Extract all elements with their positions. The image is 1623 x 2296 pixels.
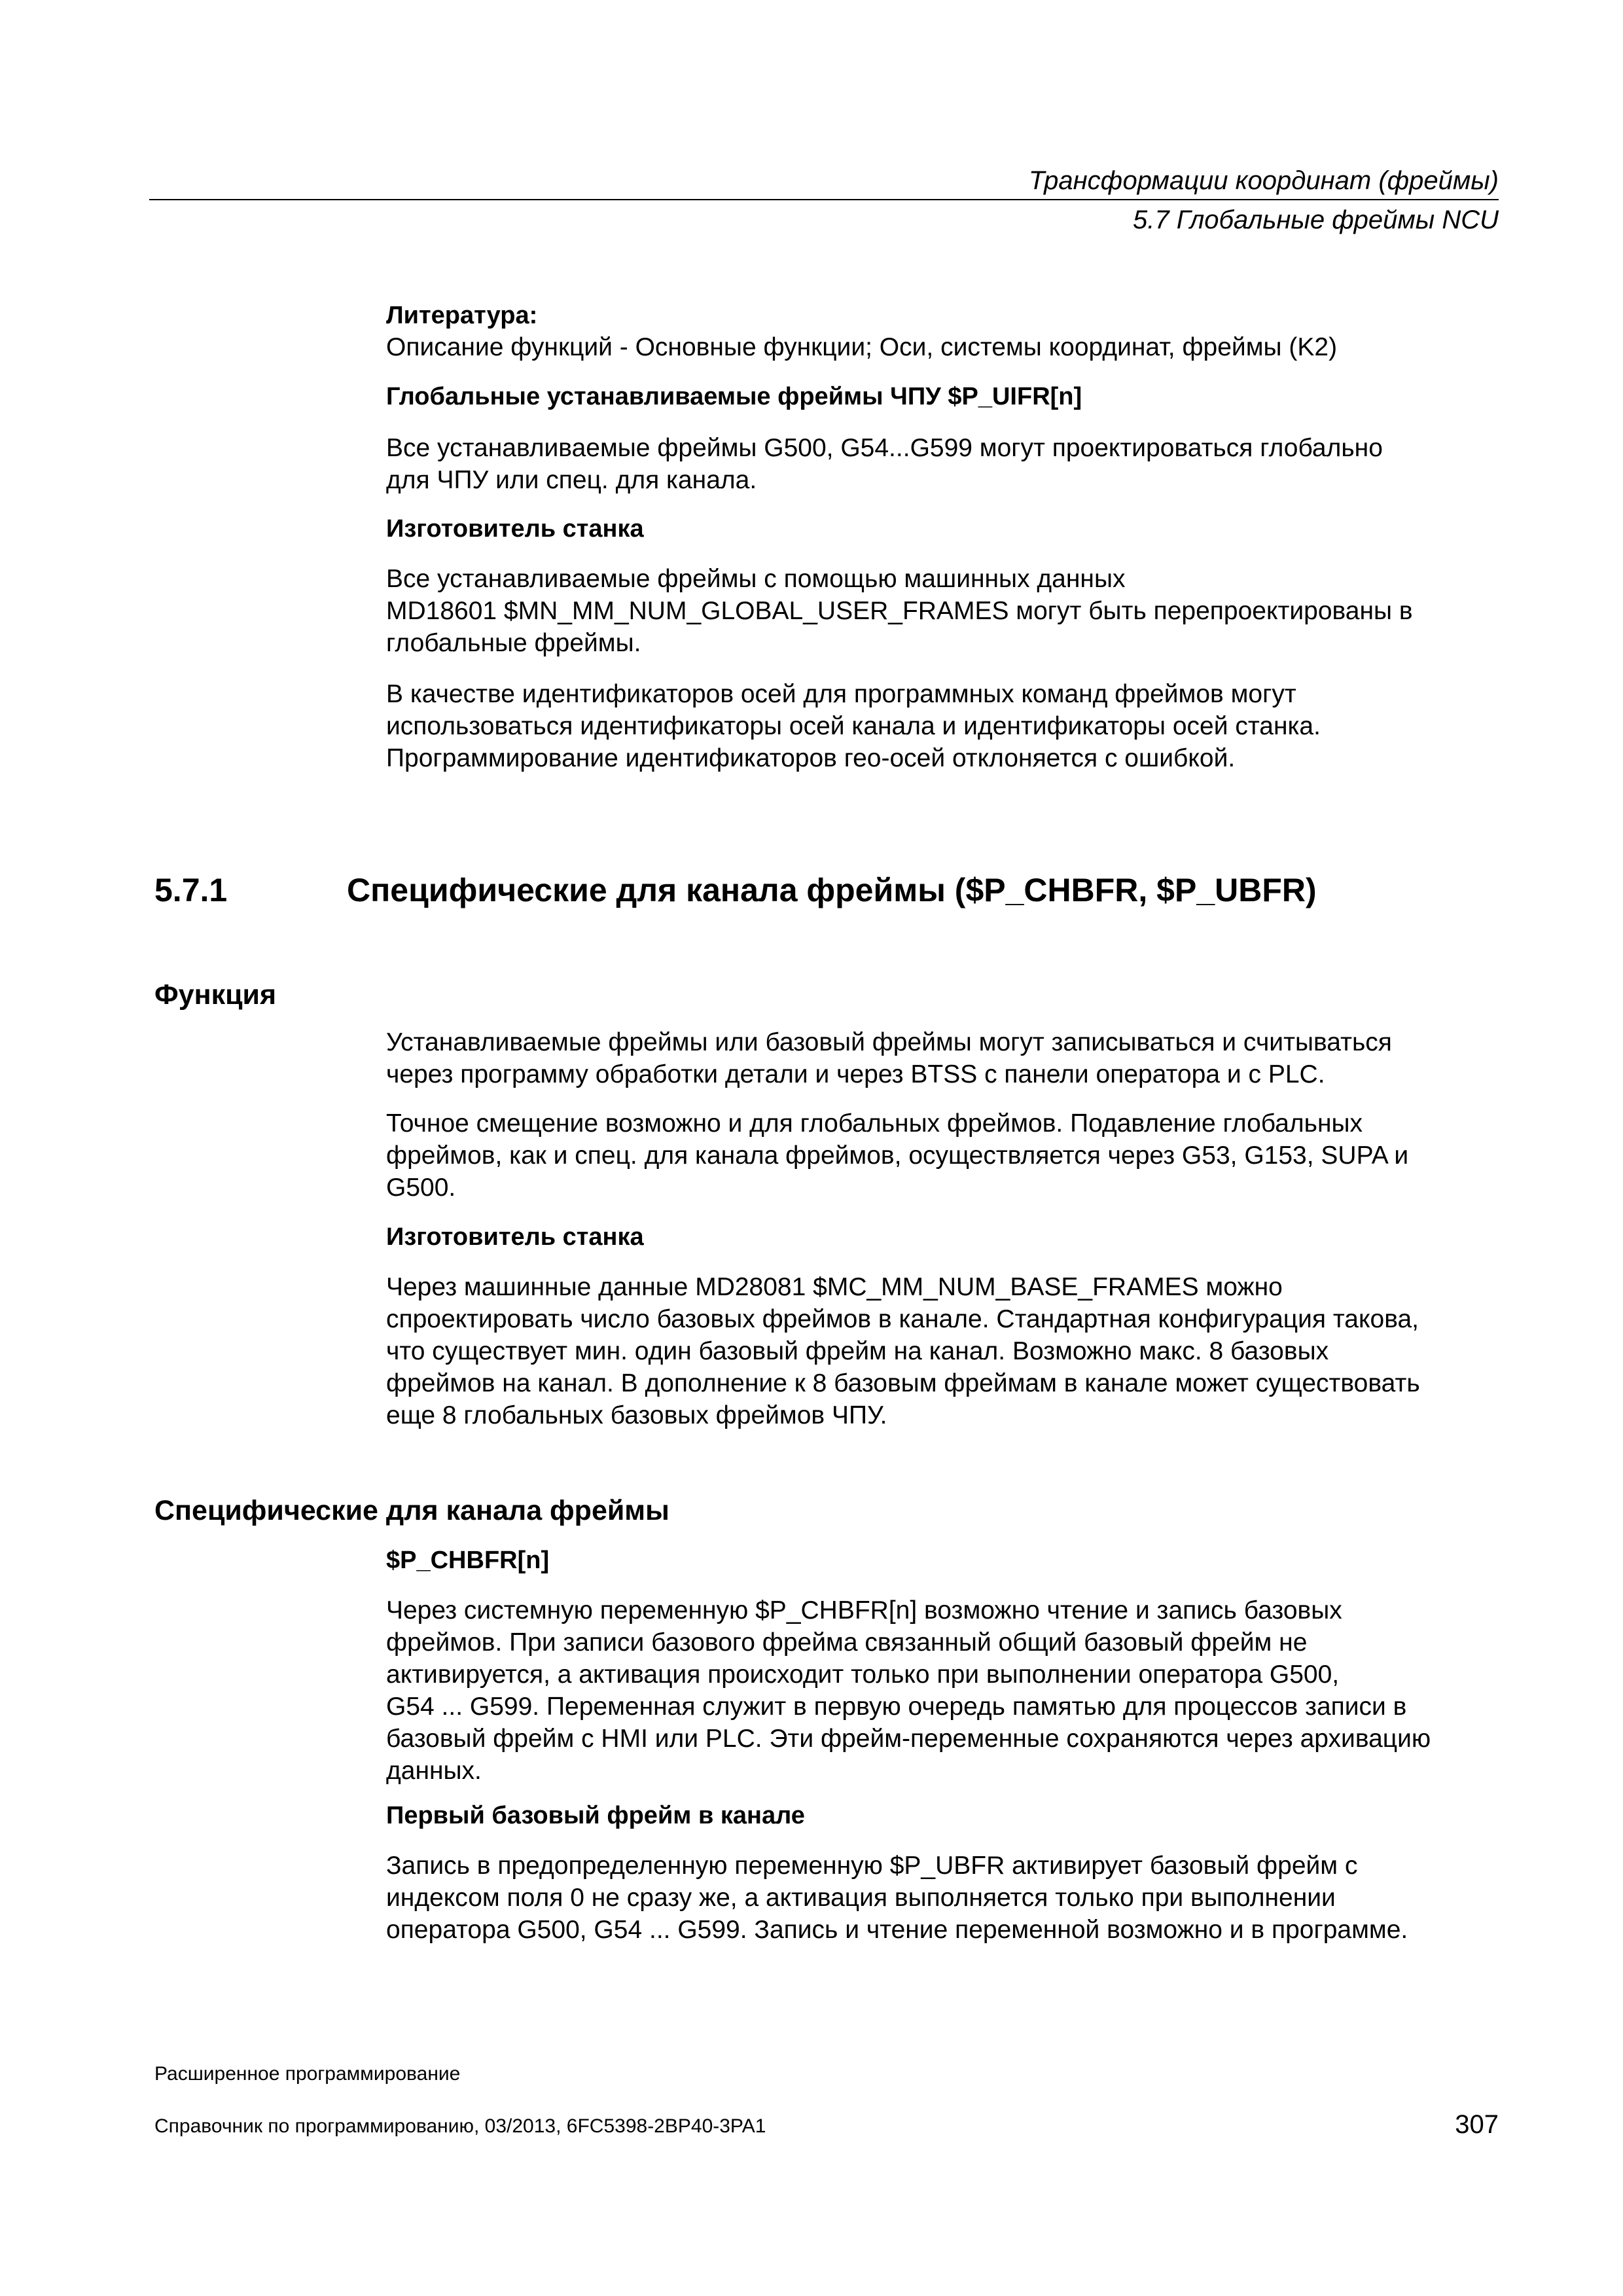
text-line: Через системную переменную $P_CHBFR[n] возможно чтение и запись базовых (386, 1596, 1342, 1624)
machine-maker-label: Изготовитель станка (386, 515, 644, 543)
text-line: фреймов на канал. В дополнение к 8 базовым фреймам в канале может существовать (386, 1369, 1420, 1397)
text-line: базовый фрейм с HMI или PLC. Эти фрейм-переменные сохраняются через архивацию (386, 1725, 1431, 1753)
global-frames-label: Глобальные устанавливаемые фреймы ЧПУ $P_UIFR[n] (386, 383, 1082, 410)
function-paragraph-1 (386, 1026, 1505, 1090)
machine-maker-paragraph-1 (386, 563, 1505, 659)
literature-text: Описание функций - Основные функции; Оси, системы координат, фреймы (K2) (386, 333, 1338, 361)
text-line: G500. (386, 1174, 456, 1202)
text-line: Все устанавливаемые фреймы с помощью машинных данных (386, 565, 1126, 593)
text-line: G54 ... G599. Переменная служит в первую очередь памятью для процессов записи в (386, 1693, 1407, 1721)
machine-maker-label: Изготовитель станка (386, 1223, 644, 1251)
text-line: использоваться идентификаторы осей канала и идентификаторы осей станка. (386, 712, 1321, 740)
machine-maker-paragraph-2 (386, 678, 1505, 774)
text-line: что существует мин. один базовый фрейм на канал. Возможно макс. 8 базовых (386, 1337, 1329, 1365)
chbfr-paragraph (386, 1594, 1505, 1787)
text-line: спроектировать число базовых фреймов в канале. Стандартная конфигурация такова, (386, 1305, 1419, 1333)
text-line: еще 8 глобальных базовых фреймов ЧПУ. (386, 1401, 887, 1429)
global-frames-heading (386, 381, 1505, 412)
text-line: оператора G500, G54 ... G599. Запись и чтение переменной возможно и в программе. (386, 1916, 1408, 1944)
machine-maker-paragraph-3 (386, 1271, 1505, 1431)
text-line: Все устанавливаемые фреймы G500, G54...G599 могут проектироваться глобально (386, 434, 1383, 462)
chbfr-heading (386, 1545, 1505, 1576)
text-line: В качестве идентификаторов осей для программных команд фреймов могут (386, 680, 1296, 708)
text-line: фреймов, как и спец. для канала фреймов, осуществляется через G53, G153, SUPA и (386, 1141, 1409, 1170)
channel-frames-heading: Специфические для канала фреймы (154, 1495, 669, 1526)
section-number: 5.7.1 (154, 872, 228, 908)
text-line: MD18601 $MN_MM_NUM_GLOBAL_USER_FRAMES могут быть перепроектированы в (386, 597, 1413, 625)
first-base-frame-heading (386, 1800, 1505, 1831)
first-base-frame-paragraph (386, 1850, 1505, 1946)
footer-book-title: Расширенное программирование (154, 2063, 461, 2085)
text-line: для ЧПУ или спец. для канала. (386, 466, 757, 494)
function-paragraph-2 (386, 1107, 1505, 1204)
global-frames-paragraph (386, 432, 1505, 496)
text-line: через программу обработки детали и через BTSS с панели оператора и с PLC. (386, 1060, 1325, 1088)
text-line: Точное смещение возможно и для глобальных фреймов. Подавление глобальных (386, 1109, 1363, 1138)
running-head-section: 5.7 Глобальные фреймы NCU (1132, 206, 1499, 234)
text-line: фреймов. При записи базового фрейма связанный общий базовый фрейм не (386, 1628, 1308, 1657)
section-title: Специфические для канала фреймы ($P_CHBFR, $P_UBFR) (347, 872, 1317, 908)
page-number: 307 (1455, 2110, 1499, 2139)
text-line: индексом поля 0 не сразу же, а активация выполняется только при выполнении (386, 1884, 1336, 1912)
machine-maker-heading-1 (386, 513, 1505, 545)
footer-manual-info: Справочник по программированию, 03/2013, 6FC5398-2BP40-3PA1 (154, 2115, 766, 2137)
text-line: данных. (386, 1757, 482, 1785)
running-head-chapter: Трансформации координат (фреймы) (1029, 166, 1499, 195)
text-line: глобальные фреймы. (386, 629, 641, 657)
text-line: Программирование идентификаторов гео-осей отклоняется с ошибкой. (386, 744, 1236, 772)
text-line: Устанавливаемые фреймы или базовый фреймы могут записываться и считываться (386, 1028, 1392, 1056)
literature-block (386, 300, 1505, 363)
text-line: Запись в предопределенную переменную $P_UBFR активирует базовый фрейм с (386, 1852, 1358, 1880)
machine-maker-heading-2 (386, 1221, 1505, 1253)
function-heading: Функция (154, 979, 277, 1011)
chbfr-label: $P_CHBFR[n] (386, 1547, 550, 1574)
text-line: Через машинные данные MD28081 $MC_MM_NUM_BASE_FRAMES можно (386, 1273, 1283, 1301)
text-line: активируется, а активация происходит только при выполнении оператора G500, (386, 1660, 1340, 1689)
literature-label: Литература: (386, 302, 538, 329)
first-base-frame-label: Первый базовый фрейм в канале (386, 1802, 805, 1829)
header-rule (149, 199, 1499, 200)
